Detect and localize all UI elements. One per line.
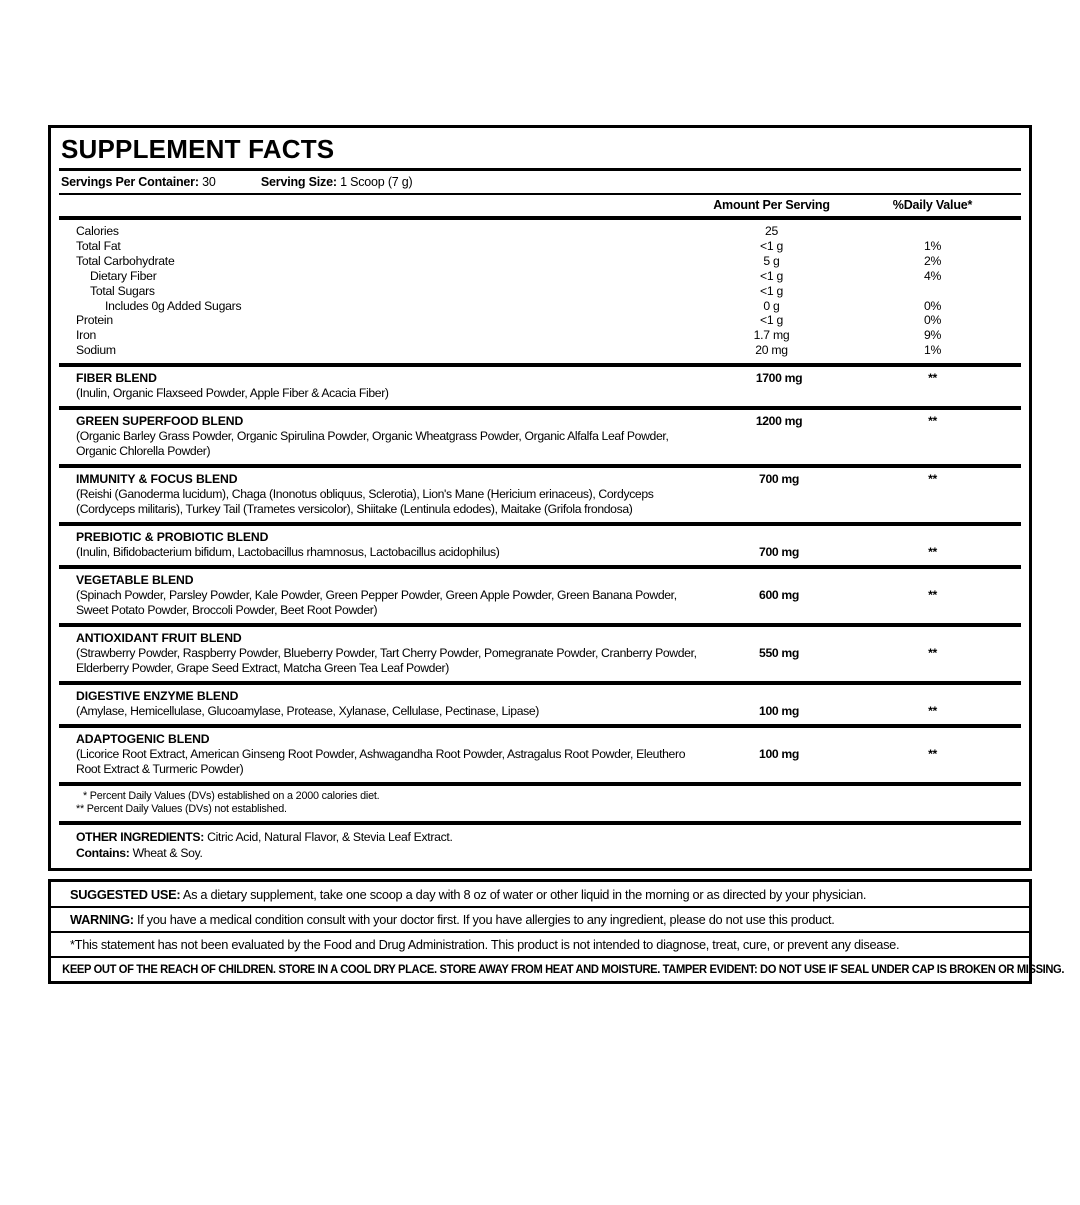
blend-text [59, 530, 714, 560]
blend-title: DIGESTIVE ENZYME BLEND [76, 689, 239, 704]
column-header-row [59, 195, 1021, 216]
blend-amount: 700 mg [759, 472, 799, 487]
footnotes [59, 786, 1021, 821]
table-row [59, 254, 1021, 269]
other-ingredients-value: Citric Acid, Natural Flavor, & Stevia Leaf Extract. [207, 830, 453, 845]
nutrient-name: Iron [76, 328, 97, 343]
nutrient-name: Total Carbohydrate [76, 253, 175, 268]
nutrient-dv: 4% [923, 268, 942, 283]
blend-ingredients: (Inulin, Bifidobacterium bifidum, Lactobacillus rhamnosus, Lactobacillus acidophilus) [76, 545, 500, 560]
suggested-use-line [51, 883, 1029, 906]
blend-row [59, 410, 1021, 464]
blend-title: VEGETABLE BLEND [76, 573, 194, 588]
blend-dv: ** [928, 646, 937, 661]
blend-text [59, 573, 714, 618]
suggested-use-label: SUGGESTED USE: [70, 887, 181, 903]
nutrient-dv: 1% [923, 343, 942, 358]
blend-text [59, 732, 714, 777]
blend-row [59, 627, 1021, 681]
blend-amount: 100 mg [759, 747, 799, 762]
table-row [59, 239, 1021, 254]
suggested-use-text: As a dietary supplement, take one scoop a day with 8 oz of water or other liquid in the morning or as directed by your physician. [182, 887, 867, 903]
blend-title: PREBIOTIC & PROBIOTIC BLEND [76, 530, 269, 545]
serving-size-label: Serving Size: [260, 175, 337, 189]
nutrient-name: Calories [76, 224, 119, 238]
table-row [59, 299, 1021, 314]
table-row [59, 284, 1021, 299]
column-header-dv: %Daily Value* [892, 198, 973, 212]
nutrient-amount: <1 g [759, 283, 784, 298]
blend-amount: 100 mg [759, 704, 799, 719]
blend-amount: 700 mg [759, 545, 799, 560]
table-row [59, 313, 1021, 328]
column-header-amount: Amount Per Serving [713, 198, 830, 212]
blend-dv: ** [928, 414, 937, 429]
contains-line [76, 846, 1021, 862]
table-row [59, 224, 1021, 239]
contains-value: Wheat & Soy. [132, 845, 203, 860]
nutrient-name: Sodium [76, 343, 116, 358]
nutrient-amount: <1 g [759, 238, 784, 253]
nutrient-name: Includes 0g Added Sugars [105, 298, 242, 313]
nutrient-table [59, 220, 1021, 363]
panel-title: SUPPLEMENT FACTS [61, 134, 335, 164]
nutrient-amount: 20 mg [755, 343, 788, 358]
blend-dv: ** [928, 588, 937, 603]
serving-info [59, 171, 1021, 193]
servings-per-container-label: Servings Per Container: [61, 175, 199, 189]
nutrient-name: Total Sugars [90, 283, 155, 298]
storage-warning-line: KEEP OUT OF THE REACH OF CHILDREN. STORE IN A COOL DRY PLACE. STORE AWAY FROM HEAT AND MOISTURE. TAMPER EVIDENT: DO NOT USE IF SEAL UNDER CAP IS BROKEN OR MISSING. [62, 962, 1065, 977]
blend-row [59, 685, 1021, 724]
blend-dv: ** [928, 371, 937, 386]
blend-dv: ** [928, 704, 937, 719]
nutrient-amount: 5 g [763, 253, 780, 268]
blend-row [59, 569, 1021, 623]
blend-ingredients: (Inulin, Organic Flaxseed Powder, Apple Fiber & Acacia Fiber) [76, 386, 389, 401]
nutrient-amount: 25 [764, 224, 779, 238]
blend-dv: ** [928, 472, 937, 487]
blend-text [59, 631, 714, 676]
warning-line [51, 908, 1029, 931]
blend-amount: 1200 mg [755, 414, 803, 429]
blend-title: GREEN SUPERFOOD BLEND [76, 414, 244, 429]
nutrient-amount: 0 g [763, 298, 780, 313]
blend-title: FIBER BLEND [76, 371, 157, 386]
other-ingredients-section [59, 825, 1021, 868]
nutrient-name: Protein [76, 313, 113, 328]
nutrient-name: Total Fat [76, 238, 121, 253]
fda-disclaimer-line: *This statement has not been evaluated by the Food and Drug Administration. This product is not intended to diagnose, treat, cure, or prevent any disease. [70, 937, 900, 953]
blend-row [59, 728, 1021, 782]
blend-ingredients: (Spinach Powder, Parsley Powder, Kale Powder, Green Pepper Powder, Green Apple Powder, Green Banana Powder, Sweet Potato Powder, Broccoli Powder, Beet Root Powder) [76, 588, 677, 618]
blend-amount: 1700 mg [755, 371, 803, 386]
notices-panel [48, 879, 1065, 984]
nutrient-dv [844, 284, 1021, 299]
nutrient-dv: 9% [923, 328, 942, 343]
nutrient-dv: 1% [923, 238, 942, 253]
blend-title: ANTIOXIDANT FRUIT BLEND [76, 631, 242, 646]
other-ingredients-label: OTHER INGREDIENTS: [76, 830, 204, 845]
blend-ingredients: (Organic Barley Grass Powder, Organic Spirulina Powder, Organic Wheatgrass Powder, Organic Alfalfa Leaf Powder, Organic Chlorella Powder) [76, 429, 669, 459]
blend-text [59, 689, 714, 719]
blend-amount: 600 mg [759, 588, 799, 603]
table-row [59, 328, 1021, 343]
serving-size-value: 1 Scoop (7 g) [340, 175, 413, 189]
blend-ingredients: (Strawberry Powder, Raspberry Powder, Blueberry Powder, Tart Cherry Powder, Pomegranate Powder, Cranberry Powder, Elderberry Powder, Grape Seed Extract, Matcha Green Tea Leaf Powder) [76, 646, 697, 676]
blend-ingredients: (Reishi (Ganoderma lucidum), Chaga (Inonotus obliquus, Sclerotia), Lion's Mane (Hericium erinaceus), Cordyceps (Cordyceps militaris), Turkey Tail (Trametes versicolor), Shiitake (Lentinula edodes), Maitake (Grifola frondosa) [76, 487, 654, 517]
nutrient-dv: 2% [923, 253, 942, 268]
blend-amount: 550 mg [759, 646, 799, 661]
blend-dv: ** [928, 747, 937, 762]
footnote-dv-established: * Percent Daily Values (DVs) established on a 2000 calories diet. [83, 790, 380, 803]
table-row [59, 269, 1021, 284]
blend-row [59, 526, 1021, 565]
blend-ingredients: (Licorice Root Extract, American Ginseng Root Powder, Ashwagandha Root Powder, Astragalus Root Powder, Eleuthero Root Extract & Turmeric Powder) [76, 747, 686, 777]
blend-text [59, 472, 714, 517]
nutrient-dv: 0% [923, 298, 942, 313]
contains-label: Contains: [76, 845, 130, 860]
footnote-dv-not-established: ** Percent Daily Values (DVs) not established. [76, 803, 287, 816]
blend-text [59, 414, 714, 459]
nutrient-amount: <1 g [759, 268, 784, 283]
warning-label: WARNING: [70, 912, 134, 928]
warning-text: If you have a medical condition consult with your doctor first. If you have allergies to any ingredient, please do not use this product. [136, 912, 835, 928]
blend-text [59, 371, 714, 401]
nutrient-name: Dietary Fiber [90, 268, 157, 283]
column-header-spacer [59, 198, 699, 212]
blend-title: ADAPTOGENIC BLEND [76, 732, 210, 747]
table-row [59, 343, 1021, 358]
blend-dv: ** [928, 545, 937, 560]
other-ingredients-line [76, 830, 1021, 846]
nutrient-dv [844, 224, 1021, 239]
supplement-facts-panel [48, 125, 1032, 871]
servings-per-container-value: 30 [202, 175, 216, 189]
page [0, 125, 1080, 1205]
blend-title: IMMUNITY & FOCUS BLEND [76, 472, 238, 487]
nutrient-amount: 1.7 mg [753, 328, 790, 343]
blend-row [59, 367, 1021, 406]
blend-ingredients: (Amylase, Hemicellulase, Glucoamylase, Protease, Xylanase, Cellulase, Pectinase, Lipase) [76, 704, 540, 719]
nutrient-dv: 0% [923, 313, 942, 328]
blend-row [59, 468, 1021, 522]
nutrient-amount: <1 g [759, 313, 784, 328]
